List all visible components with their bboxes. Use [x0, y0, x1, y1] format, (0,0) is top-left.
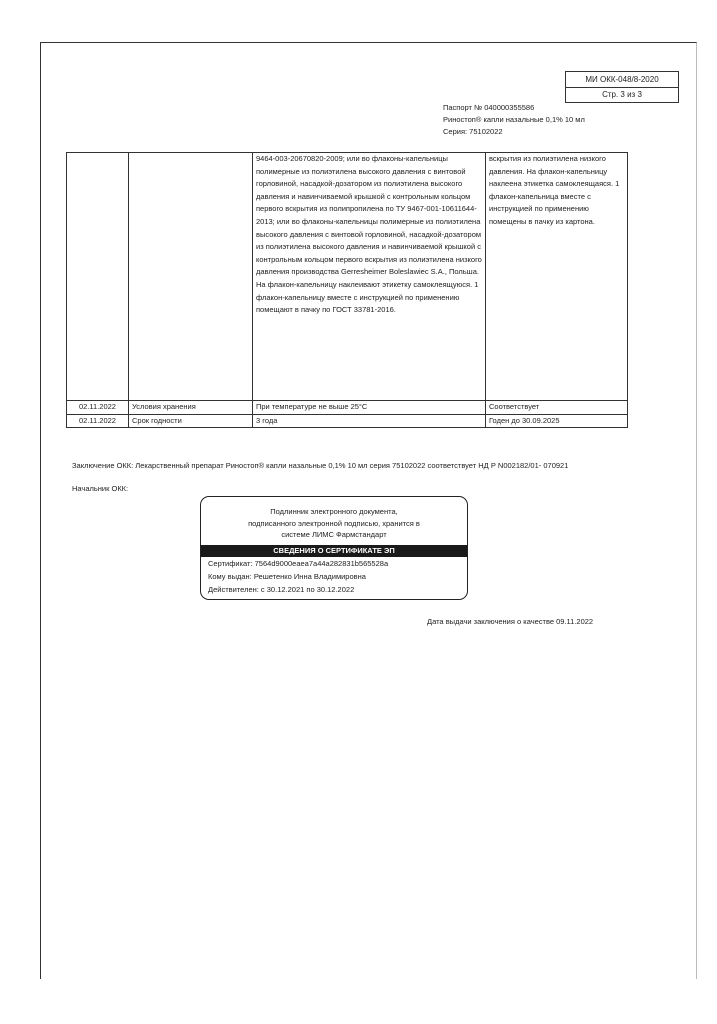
indicator-cell: Условия хранения	[129, 401, 253, 415]
stamp-header	[201, 497, 467, 543]
batch-number: Серия: 75102022	[443, 127, 503, 136]
issue-date: Дата выдачи заключения о качестве 09.11.2022	[427, 617, 594, 626]
test-date-cell: 02.11.2022	[67, 414, 129, 428]
certificate-number: Сертификат: 7564d9000eaea7a44a282831b565528a	[208, 559, 389, 568]
table-row	[67, 401, 628, 415]
table-row	[67, 153, 628, 401]
stamp-text-line: подписанного электронной подписью, хранится в	[248, 518, 420, 528]
passport-info	[443, 102, 585, 138]
requirement-cell: При температуре не выше 25°С	[253, 401, 486, 415]
indicator-cell: Срок годности	[129, 414, 253, 428]
result-cell: вскрытия из полиэтилена низкого давления. На флакон-капельницу наклеена этикетка самоклеящаяся. 1 флакон-капельница вместе с инструкцией по применению помещены в пачку из картона.	[486, 153, 628, 401]
document-code-box	[565, 71, 679, 103]
requirement-cell: 3 года	[253, 414, 486, 428]
indicator-cell	[129, 153, 253, 401]
table-row	[67, 414, 628, 428]
electronic-signature-stamp	[200, 496, 468, 600]
qc-head-label: Начальник ОКК:	[72, 484, 129, 493]
requirement-cell: 9464-003-20670820-2009; или во флаконы-капельницы полимерные из полиэтилена высокого давления с винтовой горловиной, насадкой-дозатором из полиэтилена высокого давления и навинчиваемой крышкой с контрольным кольцом первого вскрытия из полипропилена по ТУ 9467-001-10611644-2013; или во флаконы-капельницы полимерные из полиэтилена высокого давления с винтовой горловиной, насадкой-дозатором из полиэтилена высокого давления и навинчиваемой крышкой с контрольным кольцом первого вскрытия из полиэтилена низкого давления производства Gerresheimer Boleslawiec S.A., Польша. На флакон-капельницу наклеивают этикетку самоклеящуюся. 1 флакон-капельницу вместе с инструкцией по применению помещают в пачку по ГОСТ 33781-2016.	[253, 153, 486, 401]
certificate-owner: Кому выдан: Решетенко Инна Владимировна	[208, 572, 366, 581]
test-results-table	[66, 152, 628, 428]
page-number: Стр. 3 из 3	[602, 90, 642, 99]
test-date-cell: 02.11.2022	[67, 401, 129, 415]
document-code: МИ ОКК-048/8-2020	[566, 72, 678, 88]
test-date-cell	[67, 153, 129, 401]
stamp-text-line: системе ЛИМС Фармстандарт	[281, 530, 387, 539]
result-cell: Годен до 30.09.2025	[486, 414, 628, 428]
certificate-validity: Действителен: с 30.12.2021 по 30.12.2022	[208, 585, 355, 594]
passport-number: Паспорт № 040000355586	[443, 103, 535, 112]
stamp-text-line: Подлинник электронного документа,	[270, 507, 398, 516]
product-name: Риностоп® капли назальные 0,1% 10 мл	[443, 115, 585, 124]
stamp-banner: СВЕДЕНИЯ О СЕРТИФИКАТЕ ЭП	[201, 545, 467, 557]
result-cell: Соответствует	[486, 401, 628, 415]
qc-conclusion: Заключение ОКК: Лекарственный препарат Риностоп® капли назальные 0,1% 10 мл серия 75102022 соответствует НД Р N002182/01- 070921	[72, 461, 569, 470]
